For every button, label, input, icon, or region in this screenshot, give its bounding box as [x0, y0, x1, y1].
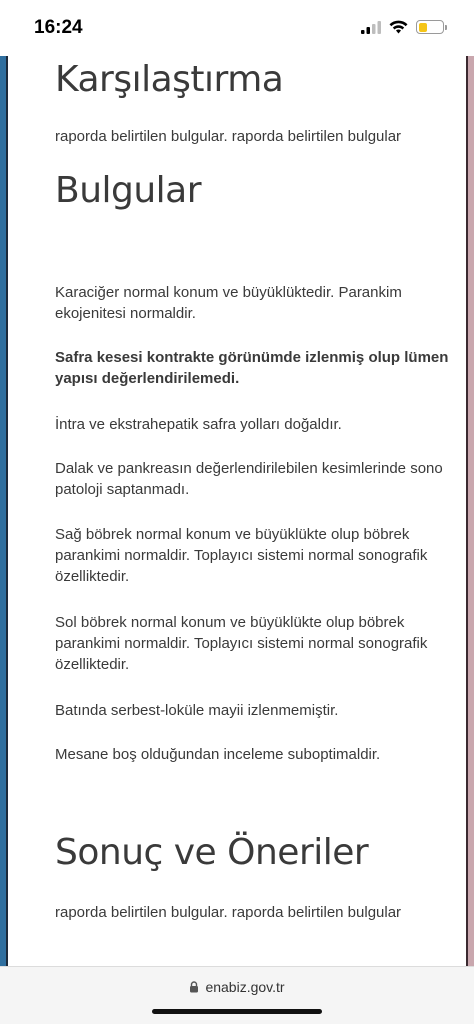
finding-paragraph-bold: Safra kesesi kontrakte görünümde izlenmiş olup lümen yapısı değerlendirilemedi.: [55, 349, 449, 387]
wifi-icon: [389, 20, 408, 34]
finding-paragraph: Karaciğer normal konum ve büyüklüktedir. Parankim ekojenitesi normaldir.: [55, 284, 402, 322]
home-indicator[interactable]: [152, 1009, 322, 1014]
status-icons: [361, 20, 444, 34]
finding-paragraph: Sağ böbrek normal konum ve büyüklükte olup böbrek parankimi normaldir. Toplayıcı sistemi normal sonografik özelliktedir.: [55, 526, 428, 585]
finding-paragraph: Mesane boş olduğundan inceleme suboptimaldir.: [55, 746, 381, 763]
status-bar: [0, 0, 474, 56]
comparison-heading: Karşılaştırma: [55, 59, 284, 100]
url-display[interactable]: [0, 979, 474, 995]
finding-paragraph: Sol böbrek normal konum ve büyüklükte olup böbrek parankimi normaldir. Toplayıcı sistemi normal sonografik özelliktedir.: [55, 614, 428, 673]
finding-paragraph: Batında serbest-loküle mayii izlenmemiştir.: [55, 702, 339, 719]
battery-icon: [416, 20, 444, 34]
status-time: 16:24: [34, 17, 83, 38]
conclusion-heading: Sonuç ve Öneriler: [55, 832, 369, 873]
cellular-signal-icon: [361, 21, 381, 34]
battery-level-fill: [419, 23, 427, 32]
url-text: enabiz.gov.tr: [205, 979, 285, 995]
lock-icon: [189, 981, 199, 993]
comparison-text: raporda belirtilen bulgular. raporda belirtilen bulgular: [55, 128, 402, 145]
finding-paragraph: Dalak ve pankreasın değerlendirilebilen kesimlerinde sono patoloji saptanmadı.: [55, 460, 443, 498]
report-frame: [0, 56, 474, 966]
findings-heading: Bulgular: [55, 170, 202, 211]
browser-address-bar[interactable]: [0, 966, 474, 1024]
conclusion-text: raporda belirtilen bulgular. raporda belirtilen bulgular: [55, 904, 402, 921]
frame-right-border: [468, 56, 474, 966]
finding-paragraph: İntra ve ekstrahepatik safra yolları doğaldır.: [55, 416, 342, 433]
